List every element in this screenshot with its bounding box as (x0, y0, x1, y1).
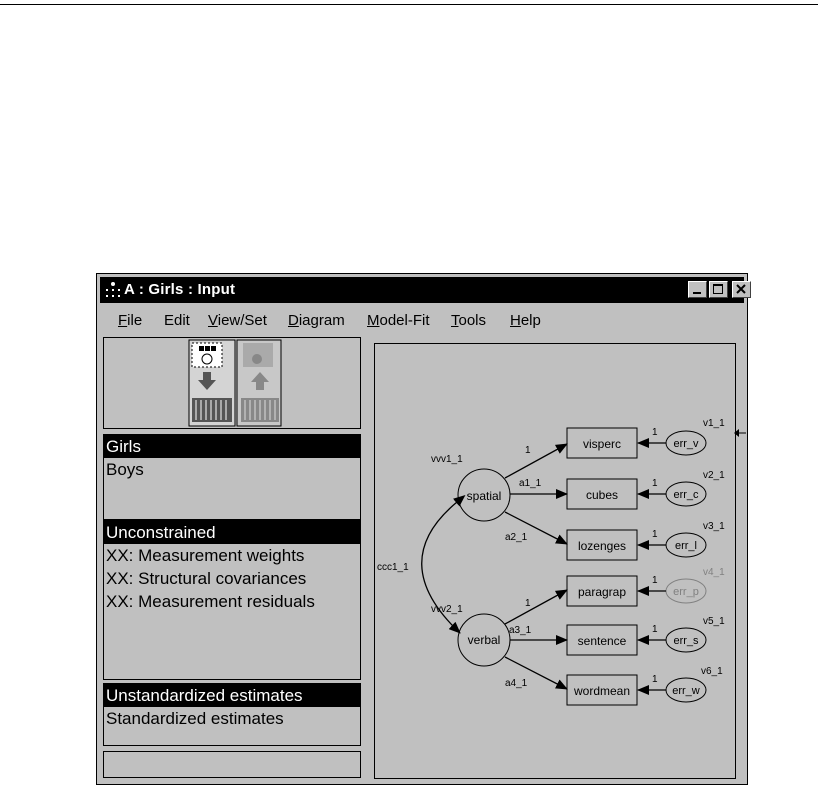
error-err-s[interactable] (666, 628, 706, 652)
loading-label-visperc: 1 (525, 445, 531, 456)
amos-window (96, 273, 748, 785)
error-err-l-label: err_l (674, 540, 698, 552)
input-output-toggle-panel (103, 337, 361, 429)
model-item-structural-covariances[interactable]: XX: Structural covariances (106, 569, 307, 588)
error-err-c[interactable] (666, 482, 706, 506)
status-box (103, 751, 361, 778)
observed-sentence-label: sentence (577, 634, 627, 648)
menu-edit[interactable]: Edit (164, 312, 190, 329)
resize-pointer-icon[interactable] (733, 428, 747, 438)
error-variance-s: v5_1 (703, 616, 725, 627)
maximize-icon (710, 282, 727, 297)
menu-file[interactable]: File (118, 312, 143, 329)
window-title: A : Girls : Input (124, 281, 236, 298)
menu-bar (97, 308, 747, 332)
group-item-girls[interactable]: Girls (104, 435, 360, 458)
observed-lozenges[interactable] (567, 530, 637, 560)
minimize-button[interactable] (688, 281, 707, 298)
error-err-w[interactable] (666, 678, 706, 702)
menu-help[interactable]: Help (510, 312, 541, 329)
error-err-v[interactable] (666, 431, 706, 455)
model-item-measurement-residuals[interactable]: XX: Measurement residuals (106, 592, 315, 611)
loading-label-wordmean: a4_1 (505, 678, 528, 689)
menu-tools[interactable]: Tools (451, 312, 487, 329)
spatial-variance-label: vvv1_1 (431, 454, 463, 465)
error-variance-c: v2_1 (703, 470, 725, 481)
path-spatial-visperc[interactable] (505, 444, 567, 478)
loading-label-sentence: a3_1 (509, 625, 532, 636)
app-system-icon[interactable] (105, 281, 121, 299)
latent-verbal-label: verbal (467, 633, 501, 647)
error-variance-p: v4_1 (703, 567, 725, 578)
top-rule (0, 4, 818, 5)
error-err-s-label: err_s (673, 635, 699, 647)
error-weight-w: 1 (652, 674, 658, 685)
observed-wordmean[interactable] (567, 675, 637, 705)
error-weight-p: 1 (652, 575, 658, 586)
error-weight-v: 1 (652, 427, 658, 438)
model-list (103, 520, 361, 680)
error-weight-s: 1 (652, 624, 658, 635)
loading-label-paragrap: 1 (525, 598, 531, 609)
verbal-variance-label: vvv2_1 (431, 604, 463, 615)
loading-label-lozenges: a2_1 (505, 532, 528, 543)
error-weight-c: 1 (652, 478, 658, 489)
observed-paragrap-label: paragrap (577, 585, 627, 599)
observed-visperc-label: visperc (582, 437, 622, 451)
observed-cubes[interactable] (567, 479, 637, 509)
menu-model-fit[interactable]: Model-Fit (367, 312, 430, 329)
view-output-button[interactable] (237, 340, 281, 426)
model-item-unconstrained[interactable]: Unconstrained (104, 521, 360, 544)
title-bar[interactable] (100, 277, 744, 303)
view-toggle-icons (104, 338, 360, 428)
latent-spatial-label: spatial (466, 489, 502, 503)
observed-sentence[interactable] (567, 625, 637, 655)
estimates-item-unstandardized[interactable]: Unstandardized estimates (104, 684, 360, 707)
path-diagram-canvas[interactable] (374, 343, 736, 779)
group-item-boys[interactable]: Boys (106, 460, 144, 479)
observed-wordmean-label: wordmean (573, 684, 631, 698)
error-err-l[interactable] (666, 533, 706, 557)
observed-visperc[interactable] (567, 428, 637, 458)
menu-diagram[interactable]: Diagram (288, 312, 345, 329)
observed-paragrap[interactable] (567, 576, 637, 606)
menu-view-set[interactable]: View/Set (208, 312, 267, 329)
observed-cubes-label: cubes (585, 488, 619, 502)
group-list (103, 434, 361, 520)
error-variance-w: v6_1 (701, 666, 723, 677)
error-err-p-label: err_p (673, 586, 699, 598)
maximize-button[interactable] (709, 281, 728, 298)
error-err-c-label: err_c (673, 489, 699, 501)
estimates-item-standardized[interactable]: Standardized estimates (106, 709, 284, 728)
close-icon (733, 282, 750, 297)
error-variance-l: v3_1 (703, 521, 725, 532)
error-variance-v: v1_1 (703, 418, 725, 429)
minimize-icon (689, 282, 706, 297)
error-err-w-label: err_w (672, 685, 700, 697)
estimates-list (103, 683, 361, 746)
view-input-button[interactable] (189, 340, 235, 426)
error-err-p[interactable] (666, 579, 706, 603)
path-diagram (375, 344, 735, 778)
error-err-v-label: err_v (673, 438, 699, 450)
close-button[interactable] (732, 281, 751, 298)
covariance-label: ccc1_1 (377, 562, 409, 573)
loading-label-cubes: a1_1 (519, 478, 542, 489)
model-item-measurement-weights[interactable]: XX: Measurement weights (106, 546, 305, 565)
path-verbal-paragrap[interactable] (505, 590, 567, 624)
observed-lozenges-label: lozenges (577, 539, 627, 553)
error-weight-l: 1 (652, 529, 658, 540)
